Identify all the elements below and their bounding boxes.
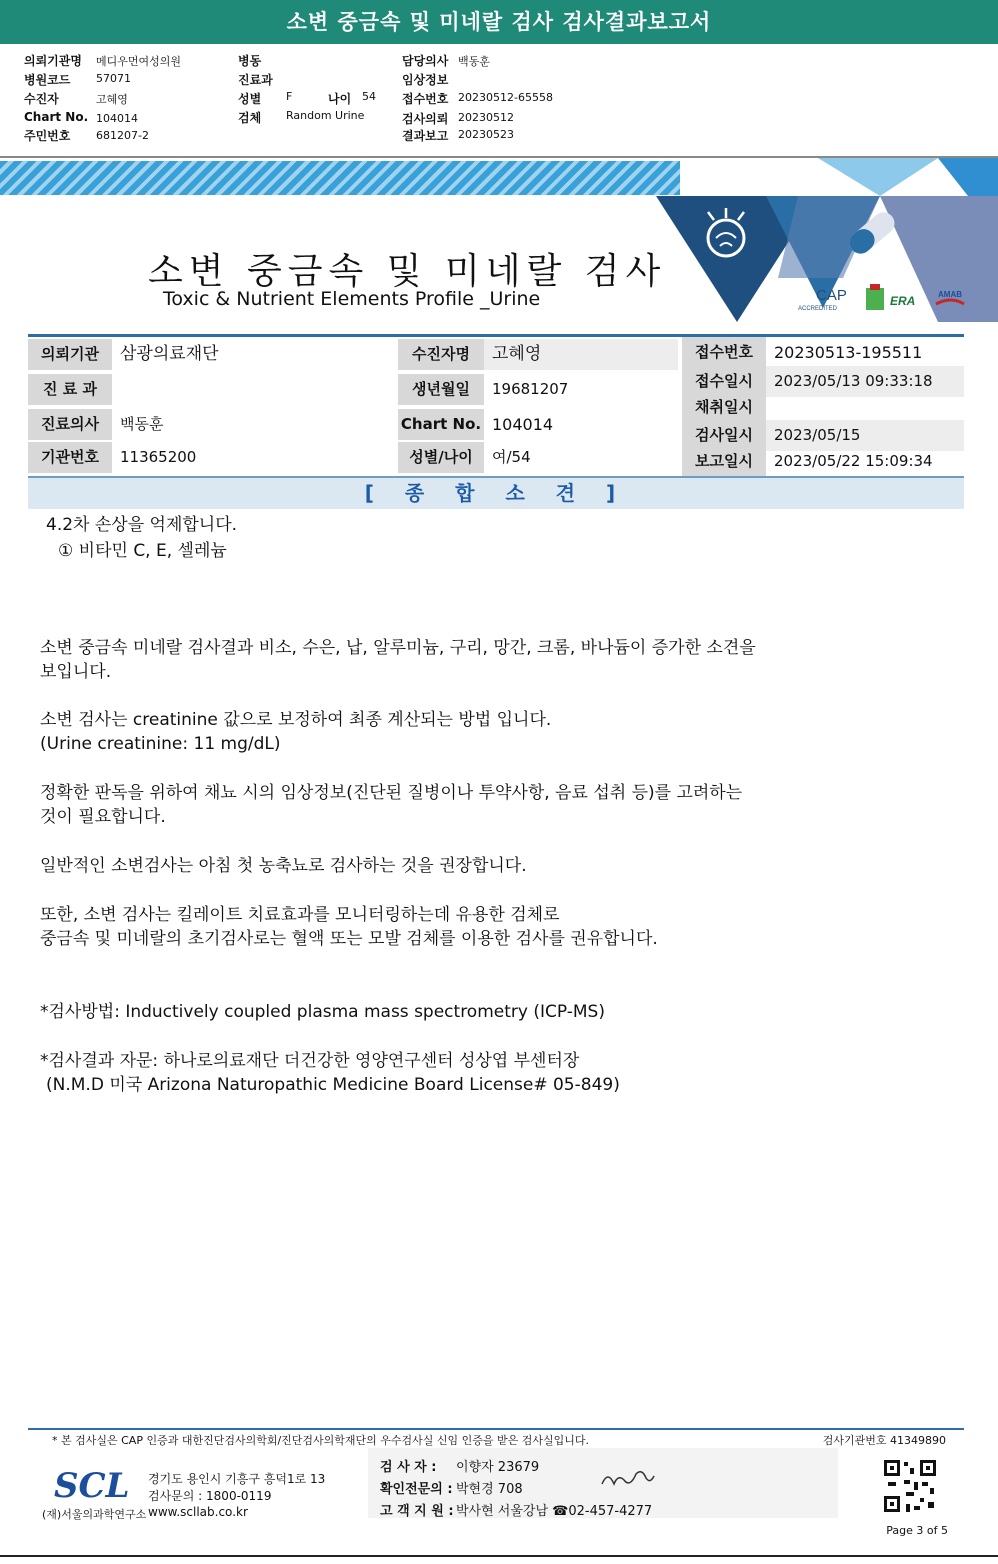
table-value [766,392,964,423]
header-value: 백동훈 [458,55,490,68]
header-value: 20230512-65558 [458,91,553,104]
accreditation-note: * 본 검사실은 CAP 인증과 대한진단검사의학회/진단검사의학재단의 우수검사실 신임 인증을 받은 검사실입니다. [52,1434,590,1447]
header-info [0,44,998,156]
header-value: F [286,90,293,103]
staff-value: 이향자 23679 [456,1460,540,1475]
agency-code: 검사기관번호 41349890 [822,1434,946,1447]
opinion-line: 소변 검사는 creatinine 값으로 보정하여 최종 계산되는 방법 입니다. [40,710,552,730]
header-value: 20230512 [458,111,514,124]
opinion-line: 일반적인 소변검사는 아침 첫 농축뇨로 검사하는 것을 권장합니다. [40,856,527,876]
test-subtitle: Toxic & Nutrient Elements Profile _Urine [163,288,541,310]
staff-value: 박현경 708 [456,1482,523,1497]
table-label: 보고일시 [682,446,766,477]
footer-rule [28,1428,964,1430]
table-value: 2023/05/22 15:09:34 [774,452,933,470]
signature [598,1466,658,1492]
svg-text:ERA: ERA [890,294,916,308]
triangle-shape [938,158,998,196]
address: 경기도 용인시 기흥구 흥덕1로 13 [148,1472,326,1486]
opinion-line: 것이 필요합니다. [40,807,166,827]
cap-accreditation-logo [798,287,847,312]
table-label: 기관번호 [28,442,112,473]
table-value: 고혜영 [484,339,678,370]
table-value: 20230513-195511 [774,343,923,362]
table-value: 19681207 [492,380,569,398]
summary-heading: [ 종 합 소 견 ] [28,476,964,509]
staff-label: 검 사 자 : [380,1460,437,1475]
table-label: 접수번호 [682,337,766,368]
table-value: 104014 [492,415,554,434]
header-value: 57071 [96,72,131,85]
header-label: 임상정보 [402,73,449,87]
header-value: Random Urine [286,109,365,122]
bottom-rule [0,1555,998,1557]
table-label: 진 료 과 [28,374,112,405]
header-label: 병원코드 [24,73,71,87]
table-value: 2023/05/13 09:33:18 [766,366,964,397]
staff-label: 확인전문의 : [380,1482,453,1497]
table-label: Chart No. [398,409,484,440]
svg-text:ACCREDITED: ACCREDITED [798,306,838,312]
staff-value: 박사현 서울강남 ☎02-457-4277 [456,1504,653,1519]
header-value: 681207-2 [96,129,149,142]
opinion-line: 중금속 및 미네랄의 초기검사로는 혈액 또는 모발 검체를 이용한 검사를 권유합니다. [40,929,658,949]
report-title: 소변 중금속 및 미네랄 검사 검사결과보고서 [0,0,998,44]
table-label: 생년월일 [398,374,484,405]
header-label: 담당의사 [402,54,449,68]
table-label: 의뢰기관 [28,339,112,370]
header-label: 병동 [238,54,262,68]
header-label: 결과보고 [402,129,449,143]
table-value: 삼광의료재단 [120,344,219,364]
opinion-line: 또한, 소변 검사는 킬레이트 치료효과를 모니터링하는데 유용한 검체로 [40,905,560,925]
website[interactable]: www.scllab.co.kr [148,1505,248,1519]
table-value: 2023/05/15 [766,420,964,451]
svg-text:AMAB: AMAB [938,290,962,299]
header-label: 접수번호 [402,92,449,106]
table-label: 성별/나이 [398,442,484,473]
opinion-line: 소변 중금속 미네랄 검사결과 비소, 수은, 납, 알루미늄, 구리, 망간, 크롬, 바나듐이 증가한 소견을 [40,638,756,658]
staff-label: 고 객 지 원 : [380,1504,454,1519]
table-label: 검사일시 [682,420,766,451]
scl-logo: SCL [54,1466,130,1506]
opinion-line: 보입니다. [40,662,112,682]
advisor-license-line: (N.M.D 미국 Arizona Naturopathic Medicine Board License# 05-849) [46,1075,620,1095]
opinion-line: 정확한 판독을 위하여 채뇨 시의 임상정보(진단된 질병이나 투약사항, 음료 섭취 등)를 고려하는 [40,783,743,803]
header-label: 주민번호 [24,129,71,143]
table-label: 채취일시 [682,392,766,423]
header-value: 104014 [96,112,138,125]
org-name: (재)서울의과학연구소 [42,1508,147,1521]
phone: 검사문의 : 1800-0119 [148,1489,272,1503]
opinion-line: (Urine creatinine: 11 mg/dL) [40,734,281,754]
triangle-shape [714,158,818,196]
table-label: 진료의사 [28,409,112,440]
opinion-line: ① 비타민 C, E, 셀레늄 [58,541,227,561]
table-value: 11365200 [120,448,197,466]
opinion-line: 4.2차 손상을 억제합니다. [46,515,238,535]
header-label: 의뢰기관명 [24,54,82,68]
header-label: 진료과 [238,73,273,87]
qr-code-icon [882,1458,938,1514]
page-number: Page 3 of 5 [886,1524,948,1537]
table-label: 접수일시 [682,366,766,397]
test-title: 소변 중금속 및 미네랄 검사 [148,251,667,292]
header-label: 검체 [238,111,262,125]
header-value: 메디우먼여성의원 [96,55,182,68]
table-label: 수진자명 [398,339,484,370]
table-value: 백동훈 [120,415,164,433]
method-line: *검사방법: Inductively coupled plasma mass spectrometry (ICP-MS) [40,1002,605,1022]
header-label: Chart No. [24,110,89,124]
header-label: 수진자 [24,92,59,106]
banner-graphic [648,158,998,322]
era-logo [890,294,915,308]
table-value: 여/54 [492,448,531,466]
header-value: 고혜영 [96,93,128,106]
header-label: 검사의뢰 [402,112,449,126]
header-value: 20230523 [458,128,514,141]
triangle-shape [818,158,938,196]
lm-logo [866,284,884,310]
advisor-line: *검사결과 자문: 하나로의료재단 더건강한 영양연구센터 성상엽 부센터장 [40,1051,580,1071]
banner-stripes [0,161,680,195]
header-label: 나이 [328,92,352,106]
header-label: 성별 [238,92,262,106]
header-value: 54 [362,90,376,103]
svg-text:CAP: CAP [816,287,847,304]
table-value [112,374,398,405]
